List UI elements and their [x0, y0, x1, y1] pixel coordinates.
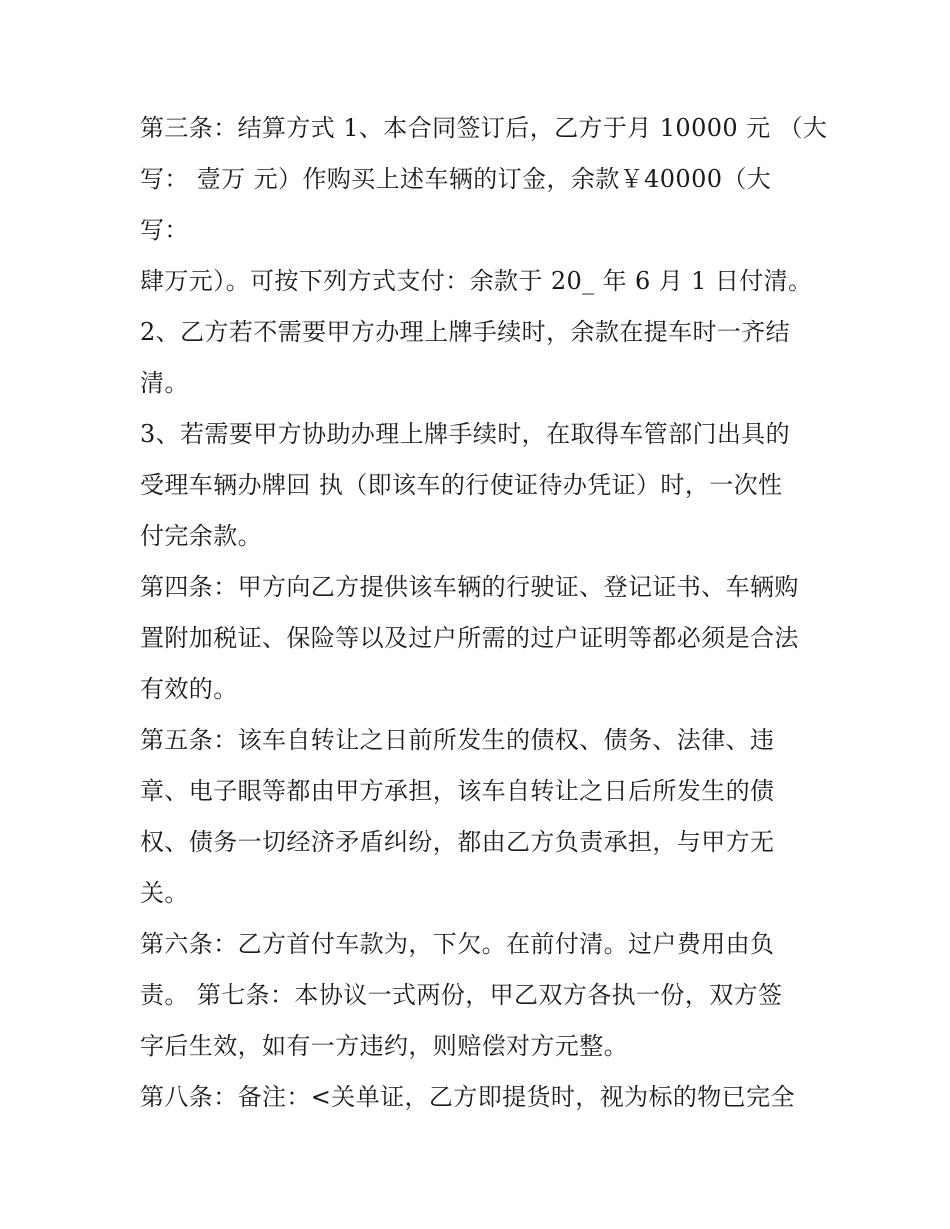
- text-line: 有效的。: [140, 675, 238, 703]
- text-line: 章、电子眼等都由甲方承担，该车自转让之日后所发生的债: [140, 777, 775, 805]
- text-line: 第四条：甲方向乙方提供该车辆的行驶证、登记证书、车辆购: [140, 573, 799, 601]
- text-line: 肆万元）。可按下列方式支付：余款于 20_ 年 6 月 1 日付清。: [140, 267, 813, 295]
- text-line: 第六条：乙方首付车款为，下欠。在前付清。过户费用由负: [140, 930, 775, 958]
- text-line: 第八条：备注：<关单证，乙方即提货时，视为标的物已完全: [140, 1083, 795, 1111]
- text-line: 3、若需要甲方协助办理上牌手续时，在取得车管部门出具的: [140, 420, 791, 448]
- text-line: 付完余款。: [140, 522, 262, 550]
- text-line: 第五条：该车自转让之日前所发生的债权、债务、法律、违: [140, 726, 775, 754]
- text-line: 2、乙方若不需要甲方办理上牌手续时，余款在提车时一齐结: [140, 318, 791, 346]
- text-line: 字后生效，如有一方违约，则赔偿对方元整。: [140, 1032, 628, 1060]
- text-line: 责。 第七条：本协议一式两份，甲乙双方各执一份，双方签: [140, 981, 783, 1009]
- text-line: 写：: [140, 216, 189, 244]
- text-line: 受理车辆办牌回 执（即该车的行使证待办凭证）时，一次性: [140, 471, 783, 499]
- text-line: 第三条：结算方式 1、本合同签订后，乙方于月 10000 元 （大: [140, 114, 828, 142]
- text-line: 权、债务一切经济矛盾纠纷，都由乙方负责承担，与甲方无: [140, 828, 775, 856]
- text-line: 清。: [140, 369, 189, 397]
- text-line: 写： 壹万 元）作购买上述车辆的订金，余款￥40000（大: [140, 165, 772, 193]
- contract-body: [140, 103, 830, 1123]
- text-line: 置附加税证、保险等以及过户所需的过户证明等都必须是合法: [140, 624, 799, 652]
- text-line: 关。: [140, 879, 189, 907]
